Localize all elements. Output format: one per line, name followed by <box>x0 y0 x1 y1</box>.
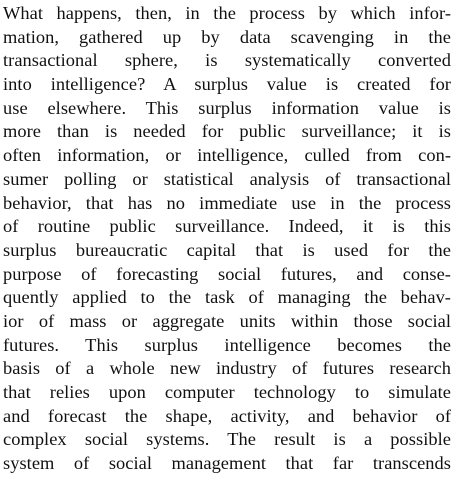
text-line: more than is needed for public surveillance; it is <box>3 121 451 142</box>
text-line: futures. This surplus intelligence becomes the <box>3 334 451 355</box>
text-line: and forecast the shape, activity, and behavior of <box>3 405 451 426</box>
text-line: of routine public surveillance. Indeed, it is this <box>3 216 451 237</box>
text-line: What happens, then, in the process by which infor- <box>3 3 451 23</box>
text-line: use elsewhere. This surplus information value is <box>3 97 451 118</box>
text-line: sumer polling or statistical analysis of transactional <box>3 168 451 189</box>
text-line: purpose of forecasting social futures, and conse- <box>3 263 451 284</box>
text-line: behavior, that has no immediate use in the process <box>3 192 451 213</box>
text-line: mation, gathered up by data scavenging in the <box>3 26 451 47</box>
text-line: system of social management that far transcends <box>3 453 451 474</box>
text-line: basis of a whole new industry of futures research <box>3 358 451 379</box>
text-line: into intelligence? A surplus value is created for <box>3 74 451 95</box>
text-line: transactional sphere, is systematically converted <box>3 50 451 71</box>
text-line: surplus bureaucratic capital that is used for the <box>3 239 451 260</box>
body-paragraph <box>3 2 451 476</box>
text-line: complex social systems. The result is a possible <box>3 429 451 450</box>
text-line: ior of mass or aggregate units within those social <box>3 310 451 331</box>
text-line: that relies upon computer technology to simulate <box>3 382 451 402</box>
text-line: often information, or intelligence, culled from con- <box>3 145 451 166</box>
text-line: quently applied to the task of managing the behav- <box>3 287 451 308</box>
